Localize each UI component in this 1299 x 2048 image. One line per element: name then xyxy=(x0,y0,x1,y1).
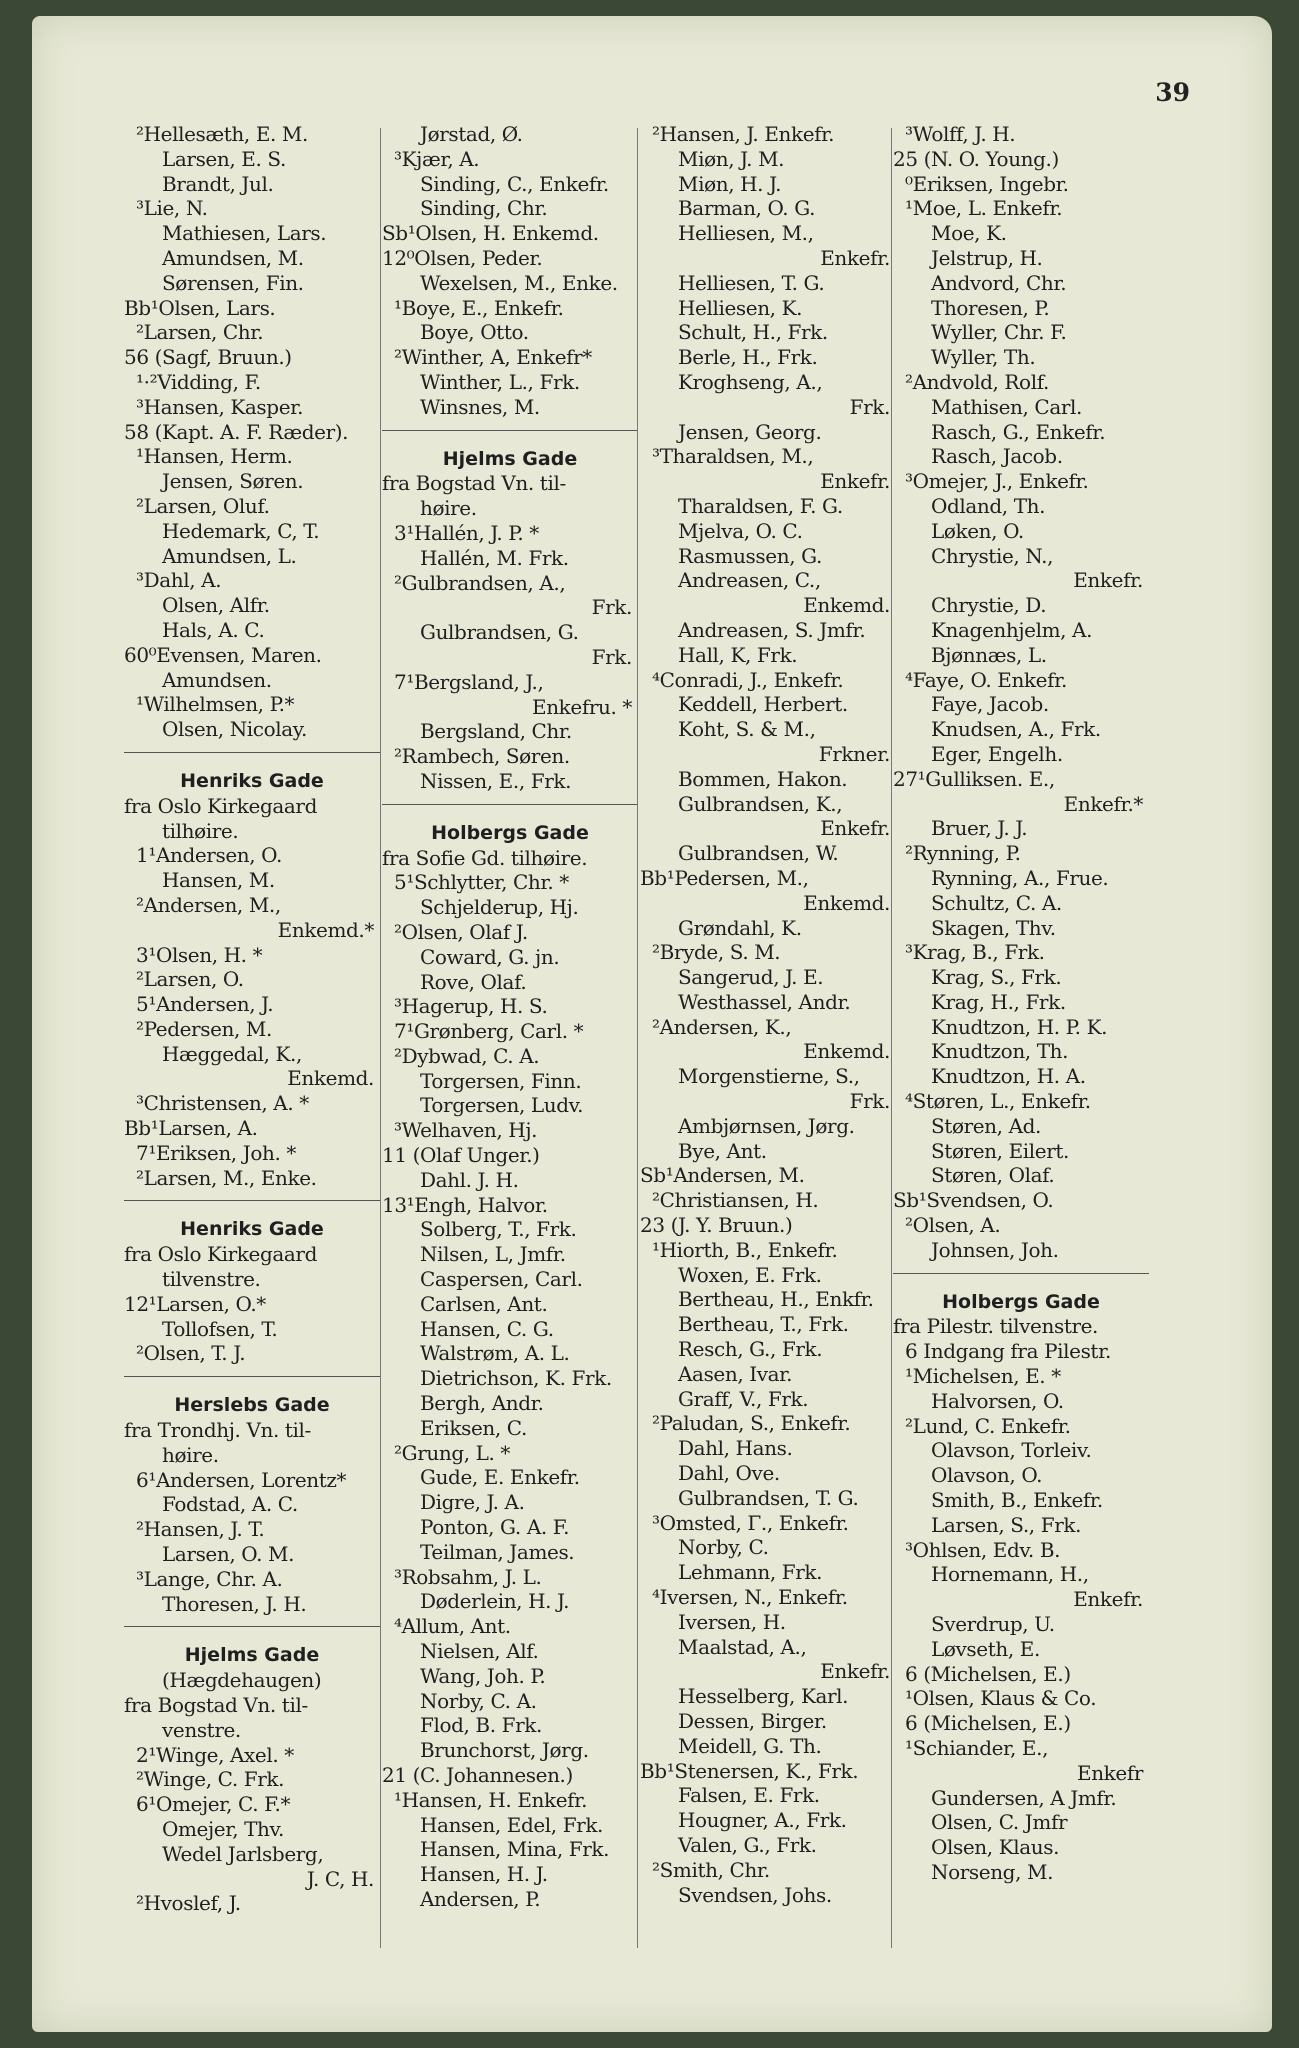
directory-entry: Sb¹Andersen, M. xyxy=(640,1163,805,1188)
directory-entry: Hals, A. C. xyxy=(162,617,265,642)
directory-entry: Maalstad, A., xyxy=(678,1634,807,1659)
directory-entry: 58 (Kapt. A. F. Ræder). xyxy=(124,419,349,444)
section-divider xyxy=(124,752,380,753)
directory-entry: Sørensen, Fin. xyxy=(162,270,304,295)
directory-entry: Frk. xyxy=(591,595,632,620)
directory-entry: ²Olsen, T. J. xyxy=(136,1341,246,1366)
directory-entry: Helliesen, K. xyxy=(678,295,803,320)
directory-entry: Torgersen, Ludv. xyxy=(420,1093,584,1118)
directory-entry: 6 (Michelsen, E.) xyxy=(905,1711,1071,1736)
directory-entry: ²Larsen, O. xyxy=(136,967,244,992)
directory-entry: Rove, Olaf. xyxy=(420,969,527,994)
directory-entry: Andvord, Chr. xyxy=(931,270,1067,295)
directory-entry: Gude, E. Enkefr. xyxy=(420,1465,580,1490)
directory-entry: tilhøire. xyxy=(162,818,239,843)
directory-entry: Bommen, Hakon. xyxy=(678,766,848,791)
directory-entry: Omejer, Thv. xyxy=(162,1817,285,1841)
directory-entry: Solberg, T., Frk. xyxy=(420,1217,577,1242)
directory-entry: Dietrichson, K. Frk. xyxy=(420,1366,612,1391)
directory-entry: Hansen, M. xyxy=(162,868,275,893)
directory-entry: Wang, Joh. P. xyxy=(420,1663,546,1688)
directory-entry: Hallén, M. Frk. xyxy=(420,545,569,570)
directory-entry: Mathisen, Carl. xyxy=(931,394,1082,419)
directory-entry: Sverdrup, U. xyxy=(931,1612,1055,1637)
directory-entry: ²Andvold, Rolf. xyxy=(905,369,1049,394)
directory-entry: Nissen, E., Frk. xyxy=(420,768,572,793)
directory-entry: Rasch, G., Enkefr. xyxy=(931,419,1106,444)
directory-entry: ³Lie, N. xyxy=(136,196,208,221)
directory-entry: Keddell, Herbert. xyxy=(678,692,848,717)
directory-entry: Nielsen, Alf. xyxy=(420,1639,539,1664)
directory-entry: Støren, Ad. xyxy=(931,1113,1041,1138)
directory-entry: 6 Indgang fra Pilestr. xyxy=(905,1339,1111,1364)
directory-entry: Enkefr. xyxy=(820,245,890,270)
directory-entry: Faye, Jacob. xyxy=(931,692,1049,717)
directory-entry: Ponton, G. A. F. xyxy=(420,1515,570,1540)
directory-entry: ²Grung, L. * xyxy=(394,1440,511,1465)
directory-entry: Bruer, J. J. xyxy=(931,816,1028,841)
directory-entry: Skagen, Thv. xyxy=(931,915,1056,940)
directory-entry: Bb¹Pedersen, M., xyxy=(640,865,809,890)
directory-entry: Morgenstierne, S., xyxy=(678,1064,860,1089)
directory-entry: Nilsen, L, Jmfr. xyxy=(420,1242,566,1267)
directory-entry: Halvorsen, O. xyxy=(931,1388,1064,1413)
directory-entry: (Hægdehaugen) xyxy=(162,1668,322,1693)
directory-entry: Sb¹Svendsen, O. xyxy=(893,1188,1054,1213)
section-divider xyxy=(893,1273,1149,1274)
street-heading: Hjelms Gade xyxy=(442,447,578,470)
directory-entry: Graff, V., Frk. xyxy=(678,1386,809,1411)
directory-entry: Tharaldsen, F. G. xyxy=(678,493,843,518)
directory-entry: Ambjørnsen, Jørg. xyxy=(678,1113,855,1138)
directory-entry: Grøndahl, K. xyxy=(678,915,802,940)
directory-entry: Enkefr. xyxy=(820,469,890,494)
directory-entry: ³Tharaldsen, M., xyxy=(652,444,814,469)
directory-entry: ³Lange, Chr. A. xyxy=(136,1566,283,1591)
directory-entry: Løvseth, E. xyxy=(931,1636,1040,1661)
directory-entry: fra Trondhj. Vn. til- xyxy=(124,1418,311,1443)
directory-entry: ²Pedersen, M. xyxy=(136,1016,272,1041)
directory-entry: Miøn, H. J. xyxy=(678,171,782,196)
directory-entry: Enkefr xyxy=(1077,1760,1143,1785)
directory-entry: venstre. xyxy=(162,1717,241,1742)
directory-entry: Winther, L., Frk. xyxy=(420,369,580,394)
directory-entry: ³Welhaven, Hj. xyxy=(394,1118,538,1143)
street-heading: Henriks Gade xyxy=(180,769,324,792)
directory-entry: ¹Hiorth, B., Enkefr. xyxy=(652,1237,838,1262)
directory-entry: Bergsland, Chr. xyxy=(420,719,572,744)
directory-entry: Westhassel, Andr. xyxy=(678,989,851,1014)
section-divider xyxy=(382,430,638,431)
directory-entry: ⁴Iversen, N., Enkefr. xyxy=(652,1585,848,1610)
directory-entry: ²Larsen, Chr. xyxy=(136,320,264,345)
directory-entry: 6 (Michelsen, E.) xyxy=(905,1661,1071,1686)
directory-entry: 21 (C. Johannesen.) xyxy=(382,1763,573,1787)
directory-entry: ²Hvoslef, J. xyxy=(136,1891,241,1916)
directory-entry: ²Winge, C. Frk. xyxy=(136,1767,285,1792)
directory-entry: Brandt, Jul. xyxy=(162,171,274,196)
directory-entry: Hæggedal, K., xyxy=(162,1041,302,1066)
directory-entry: 6¹Andersen, Lorentz* xyxy=(136,1467,347,1492)
directory-entry: Hall, K, Frk. xyxy=(678,642,798,667)
directory-entry: 12¹Larsen, O.* xyxy=(124,1291,266,1316)
directory-entry: 5¹Andersen, J. xyxy=(136,992,274,1017)
directory-entry: fra Pilestr. tilvenstre. xyxy=(893,1314,1099,1339)
directory-entry: Frk. xyxy=(849,1089,890,1114)
directory-entry: Jensen, Georg. xyxy=(678,419,822,444)
directory-entry: Torgersen, Finn. xyxy=(420,1068,582,1093)
directory-entry: Frk. xyxy=(849,394,890,419)
directory-entry: 11 (Olaf Unger.) xyxy=(382,1143,540,1168)
directory-entry: Hornemann, H., xyxy=(931,1562,1089,1587)
directory-entry: ²Christiansen, H. xyxy=(652,1188,819,1213)
directory-entry: Andersen, P. xyxy=(420,1886,541,1911)
directory-entry: Mjelva, O. C. xyxy=(678,518,803,543)
directory-entry: Hesselberg, Karl. xyxy=(678,1684,849,1709)
directory-entry: Schjelderup, Hj. xyxy=(420,895,579,920)
directory-entry: Bertheau, T., Frk. xyxy=(678,1312,849,1337)
directory-entry: ²Gulbrandsen, A., xyxy=(394,570,566,595)
directory-entry: Dahl, Hans. xyxy=(678,1436,793,1461)
directory-entry: Bb¹Olsen, Lars. xyxy=(124,295,276,320)
directory-entry: ³Christensen, A. * xyxy=(136,1091,309,1116)
directory-entry: ²Andersen, M., xyxy=(136,892,281,917)
directory-entry: Norby, C. xyxy=(678,1535,769,1560)
directory-entry: Sangerud, J. E. xyxy=(678,965,824,990)
directory-entry: Chrystie, N., xyxy=(931,543,1054,568)
directory-entry: Gulbrandsen, K., xyxy=(678,791,843,816)
directory-entry: tilvenstre. xyxy=(162,1267,261,1292)
directory-entry: 7¹Grønberg, Carl. * xyxy=(394,1019,584,1044)
directory-entry: Gulbrandsen, W. xyxy=(678,841,839,866)
directory-entry: Jensen, Søren. xyxy=(162,469,304,494)
directory-entry: ³Ohlsen, Edv. B. xyxy=(905,1537,1061,1562)
directory-entry: ¹Boye, E., Enkefr. xyxy=(394,295,564,320)
directory-entry: 56 (Sagf, Bruun.) xyxy=(124,345,292,370)
directory-entry: ³Dahl, A. xyxy=(136,568,222,593)
directory-entry: Enkemd. xyxy=(287,1066,374,1091)
directory-entry: Jelstrup, H. xyxy=(931,245,1043,270)
street-heading: Herslebs Gade xyxy=(174,1394,330,1417)
directory-entry: ²Olsen, Olaf J. xyxy=(394,919,528,944)
directory-entry: ²Rambech, Søren. xyxy=(394,744,570,769)
directory-entry: Wyller, Chr. F. xyxy=(931,320,1067,345)
directory-entry: Frkner. xyxy=(818,741,890,766)
directory-entry: Knudtzon, H. A. xyxy=(931,1064,1086,1089)
directory-entry: 12⁰Olsen, Peder. xyxy=(382,245,543,270)
directory-entry: Enkefr. xyxy=(1073,1587,1143,1612)
directory-entry: Larsen, O. M. xyxy=(162,1542,295,1567)
directory-entry: ²Bryde, S. M. xyxy=(652,940,781,965)
directory-entry: ⁰Eriksen, Ingebr. xyxy=(905,171,1069,196)
directory-entry: Meidell, G. Th. xyxy=(678,1733,822,1758)
directory-entry: Olsen, Alfr. xyxy=(162,593,270,618)
directory-entry: Sb¹Olsen, H. Enkemd. xyxy=(382,221,599,246)
directory-entry: Eriksen, C. xyxy=(420,1415,527,1440)
directory-entry: Enkemd. xyxy=(803,593,890,618)
directory-entry: høire. xyxy=(420,496,477,521)
directory-entry: ²Andersen, K., xyxy=(652,1014,792,1039)
directory-entry: Krag, H., Frk. xyxy=(931,989,1066,1014)
directory-entry: fra Oslo Kirkegaard xyxy=(124,793,317,818)
directory-entry: Dahl, Ove. xyxy=(678,1461,780,1486)
directory-entry: Thoresen, P. xyxy=(931,295,1050,320)
directory-entry: Enkemd.* xyxy=(277,917,374,942)
directory-entry: J. C, H. xyxy=(306,1866,374,1891)
directory-entry: Hedemark, C, T. xyxy=(162,518,320,543)
directory-entry: Brunchorst, Jørg. xyxy=(420,1738,589,1763)
directory-entry: Bergh, Andr. xyxy=(420,1391,544,1416)
directory-entry: ¹Schiander, E., xyxy=(905,1736,1049,1760)
directory-entry: Wexelsen, M., Enke. xyxy=(420,270,618,295)
directory-entry: Olsen, Nicolay. xyxy=(162,717,307,742)
directory-entry: Knudtzon, Th. xyxy=(931,1039,1069,1064)
column-divider xyxy=(891,128,892,1948)
street-heading: Henriks Gade xyxy=(180,1218,324,1241)
directory-entry: Bjønnæs, L. xyxy=(931,642,1047,667)
directory-entry: ²Hansen, J. T. xyxy=(136,1517,265,1542)
directory-entry: Dessen, Birger. xyxy=(678,1709,827,1733)
section-divider xyxy=(124,1200,380,1201)
section-divider xyxy=(124,1626,380,1627)
directory-entry: Krag, S., Frk. xyxy=(931,965,1062,990)
directory-entry: Thoresen, J. H. xyxy=(162,1591,307,1616)
directory-entry: Berle, H., Frk. xyxy=(678,345,818,370)
directory-entry: fra Oslo Kirkegaard xyxy=(124,1242,317,1267)
column-3 xyxy=(640,122,896,1907)
directory-entry: Coward, G. jn. xyxy=(420,944,560,969)
section-divider xyxy=(382,804,638,805)
street-heading: Hjelms Gade xyxy=(184,1644,320,1667)
directory-entry: Bb¹Larsen, A. xyxy=(124,1116,258,1141)
directory-entry: Støren, Olaf. xyxy=(931,1163,1055,1188)
directory-entry: Schult, H., Frk. xyxy=(678,320,828,345)
directory-entry: Enkefr. xyxy=(820,1659,890,1684)
directory-entry: ⁴Conradi, J., Enkefr. xyxy=(652,667,844,692)
directory-entry: Johnsen, Joh. xyxy=(931,1237,1059,1262)
directory-entry: Odland, Th. xyxy=(931,493,1046,518)
page-number: 39 xyxy=(1155,78,1190,107)
directory-entry: Døderlein, H. J. xyxy=(420,1589,570,1614)
directory-entry: Olavson, Torleiv. xyxy=(931,1438,1092,1463)
directory-entry: 13¹Engh, Halvor. xyxy=(382,1192,548,1217)
directory-entry: Schultz, C. A. xyxy=(931,890,1062,915)
directory-entry: Svendsen, Johs. xyxy=(678,1882,832,1907)
directory-entry: Støren, Eilert. xyxy=(931,1138,1069,1163)
directory-entry: Helliesen, M., xyxy=(678,221,814,246)
directory-entry: Andreasen, C., xyxy=(678,568,821,593)
column-4 xyxy=(893,122,1149,1885)
directory-entry: ¹·²Vidding, F. xyxy=(136,369,261,394)
directory-entry: Dahl. J. H. xyxy=(420,1167,519,1192)
directory-entry: Flod, B. Frk. xyxy=(420,1713,542,1738)
directory-entry: Iversen, H. xyxy=(678,1609,786,1634)
directory-entry: Koht, S. & M., xyxy=(678,717,816,742)
directory-entry: ²Smith, Chr. xyxy=(652,1857,770,1882)
directory-entry: ²Olsen, A. xyxy=(905,1213,1001,1238)
directory-entry: Enkefr.* xyxy=(1063,791,1143,816)
directory-entry: ²Paludan, S., Enkefr. xyxy=(652,1411,851,1436)
directory-entry: ¹Moe, L. Enkefr. xyxy=(905,196,1063,221)
directory-entry: ⁴Støren, L., Enkefr. xyxy=(905,1089,1091,1114)
directory-entry: Knagenhjelm, A. xyxy=(931,617,1093,642)
directory-entry: Mathiesen, Lars. xyxy=(162,221,327,246)
directory-entry: Hansen, Mina, Frk. xyxy=(420,1837,610,1862)
column-divider xyxy=(380,128,381,1948)
directory-entry: Gundersen, A Jmfr. xyxy=(931,1785,1117,1810)
directory-entry: ²Hansen, J. Enkefr. xyxy=(652,122,835,146)
directory-entry: Digre, J. A. xyxy=(420,1490,525,1515)
directory-entry: Helliesen, T. G. xyxy=(678,270,825,295)
directory-entry: Chrystie, D. xyxy=(931,593,1047,618)
directory-entry: Norseng, M. xyxy=(931,1859,1054,1884)
directory-entry: Aasen, Ivar. xyxy=(678,1361,793,1386)
directory-entry: Miøn, J. M. xyxy=(678,146,785,171)
directory-entry: ³Wolff, J. H. xyxy=(905,122,1016,146)
directory-entry: Frk. xyxy=(591,644,632,669)
directory-entry: ³Hagerup, H. S. xyxy=(394,994,548,1019)
directory-entry: Fodstad, A. C. xyxy=(162,1492,298,1517)
directory-entry: ¹Hansen, H. Enkefr. xyxy=(394,1787,588,1812)
directory-entry: Kroghseng, A., xyxy=(678,369,823,394)
directory-entry: ⁴Faye, O. Enkefr. xyxy=(905,667,1068,692)
directory-entry: 5¹Schlytter, Chr. * xyxy=(394,870,569,895)
directory-entry: ¹Michelsen, E. * xyxy=(905,1364,1061,1389)
directory-entry: 23 (J. Y. Bruun.) xyxy=(640,1213,793,1238)
directory-entry: ²Larsen, Oluf. xyxy=(136,493,270,518)
directory-entry: Valen, G., Frk. xyxy=(678,1832,817,1857)
directory-entry: Olavson, O. xyxy=(931,1463,1043,1488)
directory-entry: Amundsen, M. xyxy=(162,245,304,270)
directory-entry: Enkefr. xyxy=(820,816,890,841)
directory-entry: 7¹Eriksen, Joh. * xyxy=(136,1140,296,1165)
directory-entry: Bertheau, H., Enkfr. xyxy=(678,1287,874,1312)
directory-entry: Boye, Otto. xyxy=(420,320,529,345)
directory-entry: Sinding, Chr. xyxy=(420,196,548,221)
directory-entry: Larsen, E. S. xyxy=(162,146,286,171)
directory-entry: Falsen, E. Frk. xyxy=(678,1783,820,1808)
directory-entry: Knudtzon, H. P. K. xyxy=(931,1014,1108,1039)
directory-entry: 7¹Bergsland, J., xyxy=(394,669,544,694)
directory-entry: Sinding, C., Enkefr. xyxy=(420,171,609,196)
directory-entry: Enkemd. xyxy=(803,890,890,915)
directory-entry: Rynning, A., Frue. xyxy=(931,865,1109,890)
directory-entry: Norby, C. A. xyxy=(420,1688,537,1713)
directory-entry: ²Lund, C. Enkefr. xyxy=(905,1413,1071,1438)
directory-entry: fra Bogstad Vn. til- xyxy=(124,1693,308,1718)
directory-entry: Caspersen, Carl. xyxy=(420,1267,583,1292)
directory-entry: Rasch, Jacob. xyxy=(931,444,1063,469)
directory-entry: Moe, K. xyxy=(931,221,1007,246)
directory-entry: ³Robsahm, J. L. xyxy=(394,1564,542,1589)
directory-entry: 27¹Gulliksen. E., xyxy=(893,766,1055,791)
directory-entry: Winsnes, M. xyxy=(420,394,540,419)
directory-entry: ¹Wilhelmsen, P.* xyxy=(136,692,295,717)
directory-entry: Amundsen. xyxy=(162,667,272,692)
directory-entry: fra Sofie Gd. tilhøire. xyxy=(382,845,588,870)
directory-entry: høire. xyxy=(162,1442,219,1467)
directory-entry: Rasmussen, G. xyxy=(678,543,822,568)
directory-entry: ¹Hansen, Herm. xyxy=(136,444,293,469)
directory-entry: 3¹Olsen, H. * xyxy=(136,942,263,967)
column-1 xyxy=(124,122,380,1916)
directory-entry: Løken, O. xyxy=(931,518,1024,543)
directory-entry: Enkefru. * xyxy=(532,694,632,719)
directory-entry: Lehmann, Frk. xyxy=(678,1560,823,1585)
directory-entry: Carlsen, Ant. xyxy=(420,1291,548,1316)
directory-entry: Teilman, James. xyxy=(420,1539,575,1564)
directory-entry: Wyller, Th. xyxy=(931,345,1036,370)
directory-entry: 3¹Hallén, J. P. * xyxy=(394,520,539,545)
directory-entry: Walstrøm, A. L. xyxy=(420,1341,570,1366)
directory-entry: Amundsen, L. xyxy=(162,543,297,568)
directory-entry: Enkefr. xyxy=(1073,568,1143,593)
directory-entry: Bb¹Stenersen, K., Frk. xyxy=(640,1758,859,1783)
directory-entry: ³Omejer, J., Enkefr. xyxy=(905,469,1089,494)
directory-entry: Bye, Ant. xyxy=(678,1138,767,1163)
directory-entry: 60⁰Evensen, Maren. xyxy=(124,642,322,667)
directory-entry: ⁴Allum, Ant. xyxy=(394,1614,511,1639)
directory-entry: Enkemd. xyxy=(803,1039,890,1064)
directory-entry: 25 (N. O. Young.) xyxy=(893,146,1059,171)
street-heading: Holbergs Gade xyxy=(942,1290,1100,1313)
directory-entry: Olsen, C. Jmfr xyxy=(931,1810,1068,1835)
directory-entry: Jørstad, Ø. xyxy=(420,122,523,146)
column-divider xyxy=(637,128,638,1948)
column-2 xyxy=(382,122,638,1912)
directory-entry: ³Kjær, A. xyxy=(394,146,480,171)
directory-entry: 2¹Winge, Axel. * xyxy=(136,1742,294,1767)
directory-entry: ²Rynning, P. xyxy=(905,841,1021,866)
directory-entry: ²Larsen, M., Enke. xyxy=(136,1165,317,1190)
directory-entry: Gulbrandsen, T. G. xyxy=(678,1485,859,1510)
directory-entry: Hansen, H. J. xyxy=(420,1862,548,1887)
directory-entry: Wedel Jarlsberg, xyxy=(162,1841,324,1866)
directory-entry: Barman, O. G. xyxy=(678,196,816,221)
directory-entry: 6¹Omejer, C. F.* xyxy=(136,1792,291,1817)
directory-entry: Andreasen, S. Jmfr. xyxy=(678,617,866,642)
directory-entry: ³Omsted, Γ., Enkefr. xyxy=(652,1510,849,1535)
directory-entry: ²Hellesæth, E. M. xyxy=(136,122,308,146)
directory-entry: Hougner, A., Frk. xyxy=(678,1808,847,1833)
directory-entry: Tollofsen, T. xyxy=(162,1316,278,1341)
directory-entry: Resch, G., Frk. xyxy=(678,1337,823,1362)
directory-entry: ³Krag, B., Frk. xyxy=(905,940,1045,965)
directory-entry: fra Bogstad Vn. til- xyxy=(382,471,566,496)
directory-entry: Woxen, E. Frk. xyxy=(678,1262,822,1287)
directory-entry: ²Dybwad, C. A. xyxy=(394,1043,540,1068)
section-divider xyxy=(124,1376,380,1377)
directory-entry: Hansen, Edel, Frk. xyxy=(420,1812,604,1837)
directory-entry: Gulbrandsen, G. xyxy=(420,620,579,645)
directory-entry: Hansen, C. G. xyxy=(420,1316,554,1341)
street-heading: Holbergs Gade xyxy=(431,821,589,844)
directory-entry: Smith, B., Enkefr. xyxy=(931,1488,1103,1513)
directory-entry: Olsen, Klaus. xyxy=(931,1835,1060,1860)
directory-entry: Eger, Engelh. xyxy=(931,741,1063,766)
directory-entry: Knudsen, A., Frk. xyxy=(931,717,1101,742)
directory-entry: ²Winther, A, Enkefr* xyxy=(394,345,592,370)
directory-entry: Larsen, S., Frk. xyxy=(931,1512,1082,1537)
directory-entry: 1¹Andersen, O. xyxy=(136,843,282,868)
directory-entry: ³Hansen, Kasper. xyxy=(136,394,304,419)
directory-entry: ¹Olsen, Klaus & Co. xyxy=(905,1686,1097,1711)
